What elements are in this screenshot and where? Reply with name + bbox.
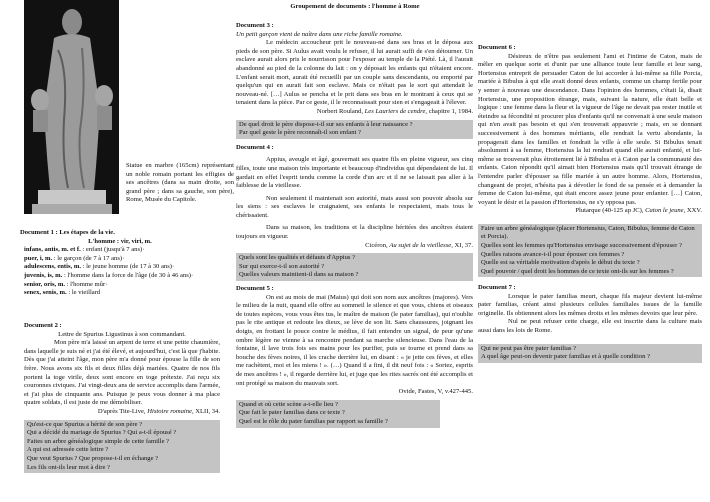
- doc2-heading: Document 2 :: [24, 322, 62, 329]
- doc3-heading: Document 3 :: [236, 22, 274, 29]
- doc7-paragraph: Lorsque le pater familias meurt, chaque fils majeur devient lui-même pater familias, créant ainsi plusieurs cellules familiales issues de la famille originelle. Ils obtiennent alors les mêmes droits et les mêmes devoirs que leur père.: [478, 292, 702, 317]
- document-3: [236, 22, 473, 428]
- doc5-questions: [236, 400, 440, 428]
- question: Quel est le rôle du pater familias par rapport sa famille ?: [239, 417, 388, 425]
- doc1-heading: Document 1 : Les étapes de la vie.: [20, 229, 115, 236]
- doc4-paragraph: Non seulement il maintenait son autorité, mais aussi son pouvoir absolu sur les siens : ses esclaves le craignaient, ses enfants le respectaient, mais tous le chérissaient.: [236, 194, 473, 219]
- question: Quelles raisons avance-t-il pour épouser ces femmes ?: [481, 250, 625, 258]
- doc1-subtitle: L'homme : vir, viri, m.: [88, 237, 152, 245]
- doc6-source: Plutarque (40-125 ap JC), Caton le jeune, XXV.: [575, 207, 702, 215]
- question: A qui est adressée cette lettre ?: [27, 446, 109, 454]
- question: Qui ne peut pas être pater familias ?: [481, 344, 577, 352]
- question: Quelles sont les femmes qu'Hortensius envisage successivement d'épouser ?: [481, 242, 682, 250]
- doc7-heading: Document 7 :: [478, 284, 516, 291]
- doc7-questions: [478, 344, 702, 363]
- document-6: [478, 44, 702, 277]
- life-stage-item: senior, oris, m. : l'homme mûr·: [24, 280, 108, 288]
- doc4-source: Cicéron, Au sujet de la vieillesse, XI, 37.: [365, 241, 473, 249]
- life-stage-item: juvenis, is, m. : l'homme dans la force de l'âge (de 30 à 46 ans)·: [24, 271, 194, 279]
- life-stage-item: adulescens, entis, m. : le jeune homme (de 17 à 30 ans)·: [24, 263, 175, 271]
- question: Qui a décidé du mariage de Spurius ? Qui a-t-il épousé ?: [27, 429, 177, 437]
- doc3-source: Norbert Rouland, Les Lauriers de cendre, chapitre 1, 1984.: [316, 107, 473, 115]
- doc2-subtitle: Lettre de Spurius Ligustinus à son commandant.: [58, 330, 186, 338]
- life-stage-item: senex, senis, m. : le vieillard: [24, 289, 101, 297]
- doc2-source: D'après Tite-Live, Histoire romaine, XLII, 34.: [97, 407, 220, 415]
- doc5-text: On est au mois de mai (Maius) qui doit son nom aux ancêtres (majores). Vers le milieu de la nuit, quand elle offre au sommeil le silence et que vous, chiens et oiseaux de toutes espèces, vous vous êtes tus, le maître de maison (le pater familias), qui n'oublie pas le rite antique et redoute les dieux, se lève de son lit. Sans chaussures, joignant les doigts, en frottant le pouce contre le médius, il fait entendre un signal, de peur qu'une ombre légère ne vienne à sa rencontre pendant sa marche silencieuse. Dans l'eau de la fontaine, il lave trois fois ses mains pour les purifier, puis se tourne et prend dans sa bouche des fèves noires, il les crache derrière lui, en disant : « je jette ces fèves, et elles me rachètent, moi et les miens ! ». (…) Quand il a fini, il dit neuf fois : « Sortez, esprits de mes ancêtres ! », il regarde derrière lui, et juge que les rites sacrés ont été accomplis et ont protégé sa maison du mauvais sort.: [236, 293, 473, 387]
- question: Par quel geste le père reconnaît-il son enfant ?: [239, 129, 361, 137]
- question: Quand et où cette scène a-t-elle lieu ?: [239, 400, 339, 408]
- doc2-text: Mon père m'a laissé un arpent de terre et une petite chaumière, dans laquelle je suis né et j'ai été élevé, et aujourd'hui, c'est là que j'habite. Dès que j'ai atteint l'âge, mon père m'a donné pour épouse la fille de son frère. Nous avons six fils et deux filles déjà mariées. Quatre de nos fils portent la toge virile, deux sont encore en toge prétexte. J'ai reçu six couronnes civiques. J'ai vingt-deux ans de service accomplis dans l'armée, et j'ai plus de cinquante ans. Puisque je peux vous donner à ma place quatre soldats, il est juste de me démobiliser.: [24, 339, 220, 407]
- statue-image: [24, 0, 119, 214]
- document-7: [478, 284, 702, 363]
- question: Qu'est-ce que Spurius a hérité de son père ?: [27, 420, 143, 428]
- page-title: Groupement de documents : l'homme à Rome: [290, 3, 420, 10]
- doc4-paragraph: Dans sa maison, les traditions et la discipline héritées des ancêtres étaient toujours en vigueur.: [236, 224, 473, 241]
- statue-photo: [24, 0, 119, 214]
- question: Faites un arbre généalogique simple de cette famille ?: [27, 437, 170, 445]
- life-stage-item: infans, antis, m. et f. : enfant (jusqu'à 7 ans)·: [24, 246, 145, 254]
- question: A quel âge peut-on devenir pater familias et à quelle condition ?: [481, 353, 650, 361]
- doc6-questions: [478, 224, 702, 278]
- doc2-questions: [24, 420, 220, 474]
- document-1: [20, 229, 220, 298]
- doc7-paragraph: Nul ne peut refuser cette charge, elle est inscrite dans la culture mais aussi dans les lois de Rome.: [478, 318, 702, 334]
- doc3-text: Le médecin accoucheur prit le nouveau-né dans ses bras et le déposa aux pieds de son père. Si Aulus avait voulu le refuser, il lui aurait suffi de s'en détourner. Un esclave aurait alors pris le nourrisson pour l'exposer au temple de la Piété. Là, il l'aurait abandonné au pied de la colonne du lait : on y déposait les enfants qui n'étaient encore. L'enfant serait mort, aurait été recueilli par un couple sans descendants, ou emporté par quelqu'un qui en aurait fait son esclave. Mais ce n'était pas le sort qui attendait le nouveau-né. […] Aulus se pencha et le prit dans ses bras en le montrant à ceux qui se tenaient dans la pièce. Par ce geste, il le reconnaissait pour sien et s'engageait à l'élever.: [236, 39, 473, 107]
- question: Quels sont les qualités et défauts d'Appius ?: [239, 254, 356, 262]
- doc4-questions: [236, 253, 473, 281]
- statue-caption: Statue en marbre (165cm) représentant un noble romain portant les effigies de ses ancêtres (dans sa main droite, son grand père ; dans sa gauche, son père), Rome, Musée du Capitole.: [126, 162, 234, 204]
- doc5-heading: Document 5 :: [236, 285, 274, 293]
- doc3-questions: [236, 120, 473, 139]
- doc4-heading: Document 4 :: [236, 143, 274, 151]
- document-5: [236, 285, 473, 428]
- life-stage-item: puer, i, m. : le garçon (de 7 à 17 ans)·: [24, 254, 125, 262]
- doc6-text: Désireux de n'être pas seulement l'ami et l'intime de Caton, mais de mêler en quelque sorte et d'unir par une alliance toute leur famille et leur sang, Hortensius entreprit de persuader Caton de lui accorder à lui-même sa fille Porcia, mariée à Bibulus à qui elle avait donné deux enfants, comme un champ fertile pour y semer à nouveau une descendance. Dans l'opinion des hommes, c'était là, disait Hortensius, une proposition étrange, mais, suivant la nature, elle était belle et logique : une femme dans la fleur et la vigueur de l'âge ne devait pas rester inutile et éteindre sa fécondité ni procurer plus d'enfants qu'il ne convenait à une seule maison qui n'en avait pas besoin et qui s'en trouverait appauvrie ; mais, en se donnant successivement à des hommes méritants, elle rendrait la vertu abondante, la propagerait dans les familles et fondrait la ville à elle seule. Si Bibulus tenait absolument à sa femme, Hortensius la lui rendrait quand elle aurait enfanté, et lui-même se trouverait plus étroitement lié à Bibulus et à Caton par la communauté des enfants. Caton répondit qu'il aimait bien Hortensius mais qu'il trouvait étrange de l'entendre parler d'épouser sa fille mariée à un autre homme. Alors, Hortensius, changeant de projet, n'hésita pas à dévoiler le fond de sa pensée et à demander la femme de Caton lui-même, qui était encore assez jeune pour enfanter. […] Caton, voyant le désir et la passion d'Hortensius, ne s'y opposa pas.: [478, 52, 702, 206]
- doc6-heading: Document 6 :: [478, 44, 516, 51]
- doc4-paragraph: Appius, aveugle et âgé, gouvernait ses quatre fils en pleine vigueur, ses cinq filles, toute une maison très importante et beaucoup d'individus qui dépendaient de lui. Il gardait en effet l'esprit tendu comme la corde d'un arc et il ne se laissait pas aller à la faiblesse de la vieillesse.: [236, 156, 473, 190]
- question: Que fait le pater familias dans ce texte ?: [239, 409, 345, 417]
- question: Les fils ont-ils leur mot à dire ?: [27, 463, 110, 471]
- document-2: [24, 322, 220, 473]
- document-4: [236, 156, 473, 281]
- question: Quel pouvoir / quel droit les hommes de ce texte ont-ils sur les femmes ?: [481, 267, 674, 275]
- question: Sur qui exerce-t-il son autorité ?: [239, 262, 325, 270]
- question: Que veut Spurius ? Que propose-t-il en échange ?: [27, 454, 159, 462]
- question: Faire un arbre généalogique (placer Hortensius, Caton, Bibulus, femme de Caton et Porcia).: [481, 224, 695, 241]
- doc5-source: Ovide, Fastes, V, v.427-445.: [398, 388, 473, 396]
- question: Quelle est sa véritable motivation d'après le début du texte ?: [481, 259, 640, 267]
- question: De quel droit le père dispose-t-il sur ses enfants à leur naissance ?: [239, 120, 413, 128]
- question: Quelles valeurs maintient-il dans sa maison ?: [239, 271, 359, 279]
- doc3-intro: Un petit garçon vient de naître dans une riche famille romaine.: [236, 30, 403, 38]
